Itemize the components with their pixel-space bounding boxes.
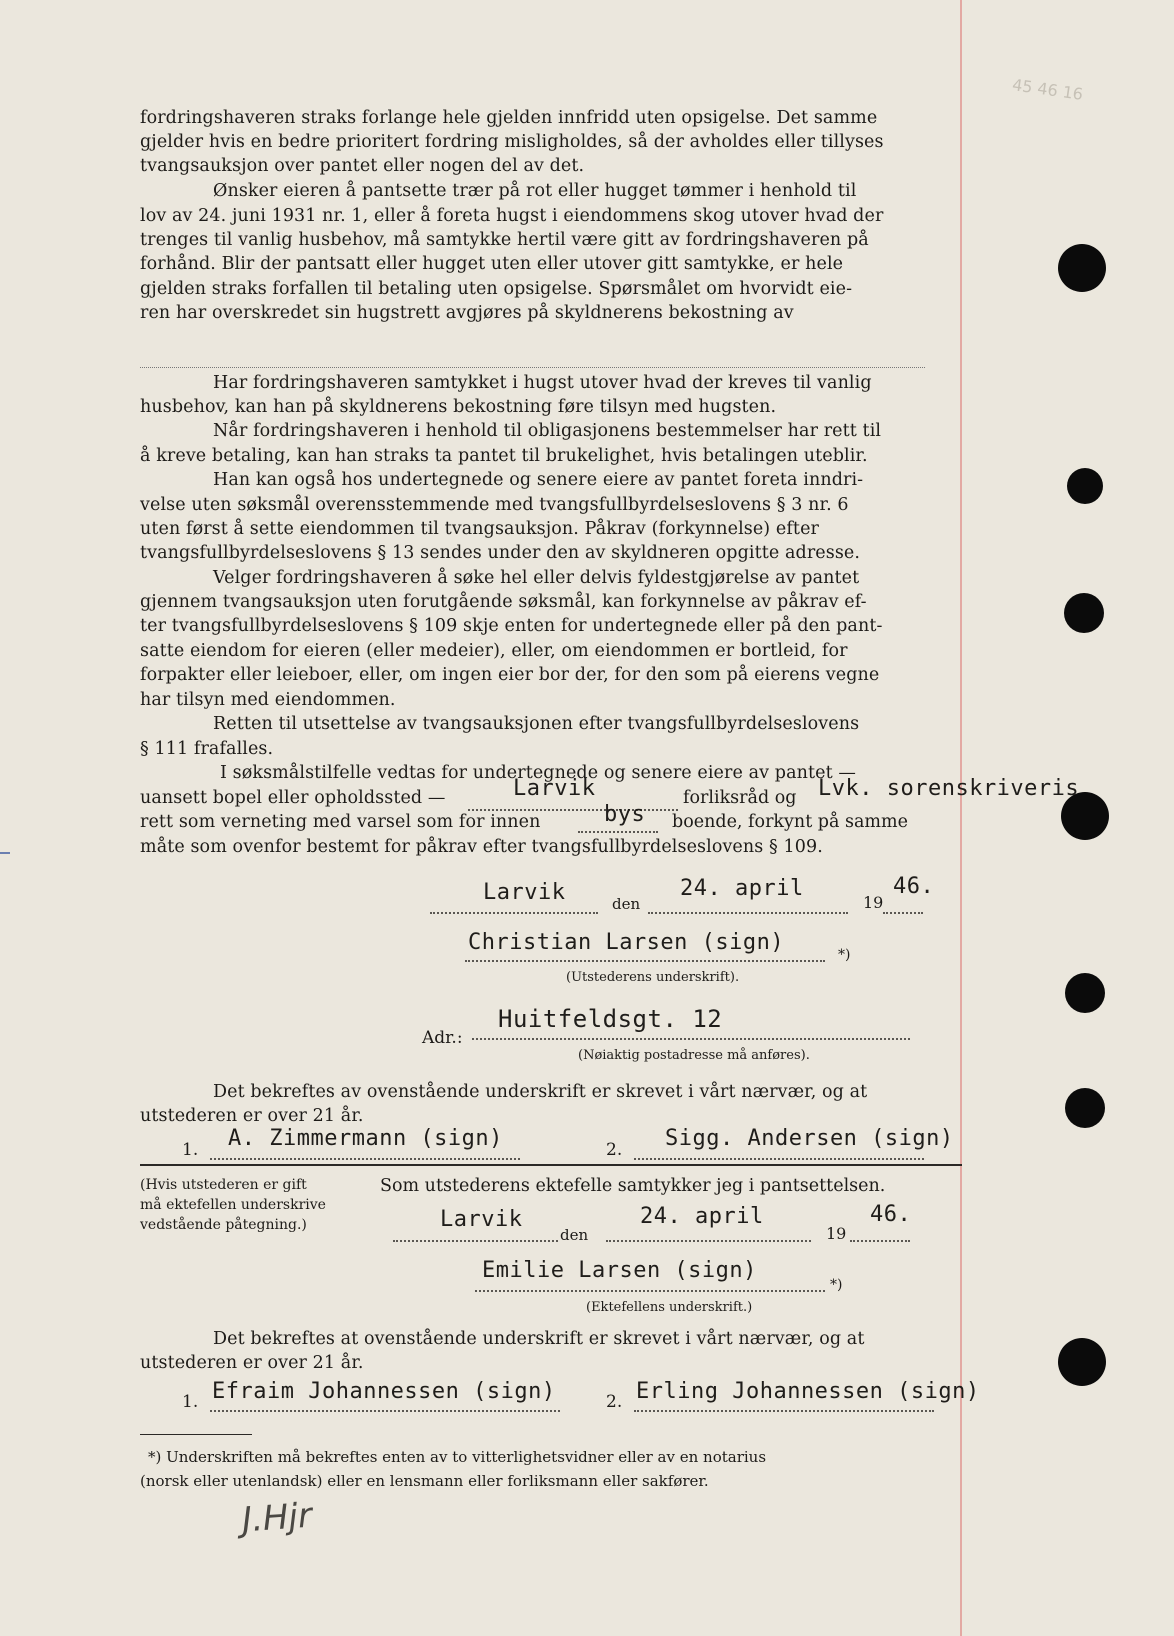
- consent-text: Som utstederens ektefelle samtykker jeg i pantsettelsen.: [380, 1176, 886, 1196]
- signature-line: [465, 960, 825, 962]
- text-line: uansett bopel eller opholdssted —: [140, 788, 446, 808]
- signature-line: [634, 1158, 924, 1160]
- address-label: Adr.:: [422, 1028, 463, 1048]
- caption: (Nøiaktig postadresse må anføres).: [578, 1048, 810, 1063]
- typed-place: Larvik: [513, 776, 596, 801]
- punch-hole-icon: [1067, 468, 1103, 504]
- witness-signature: A. Zimmermann (sign): [228, 1126, 503, 1151]
- spouse-note: (Hvis utstederen er gift må ektefellen underskrive vedstående påtegning.): [140, 1177, 326, 1233]
- text-line: ter tvangsfullbyrdelseslovens § 109 skje enten for undertegnede eller på den pant-: [140, 616, 883, 636]
- spouse-place: Larvik: [440, 1207, 523, 1232]
- footnote-text: (norsk eller utenlandsk) eller en lensmann eller forliksmann eller sakfører.: [140, 1472, 709, 1490]
- text-line: Velger fordringshaveren å søke hel eller delvis fyldestgjørelse av pantet: [213, 568, 860, 588]
- fill-in-line: [472, 1038, 910, 1040]
- text-line: rett som verneting med varsel som for innen: [140, 812, 541, 832]
- punch-hole-icon: [1065, 1088, 1105, 1128]
- text-line: forpakter eller leieboer, eller, om ingen eier bor der, for den som på eierens vegne: [140, 665, 880, 685]
- typed-court: Lvk. sorenskriveris: [818, 776, 1080, 801]
- fill-in-line: [883, 912, 923, 914]
- text-line: Han kan også hos undertegnede og senere eiere av pantet foreta inndri-: [213, 470, 864, 490]
- text-line: gjelden straks forfallen til betaling uten opsigelse. Spørsmålet om hvorvidt eie-: [140, 279, 853, 299]
- signature-line: [210, 1410, 560, 1412]
- text-line: gjelder hvis en bedre prioritert fordring misligholdes, så der avholdes eller tillyses: [140, 132, 884, 152]
- text-line: forhånd. Blir der pantsatt eller hugget uten eller utover gitt samtykke, er hele: [140, 254, 844, 274]
- year-prefix: 19: [826, 1224, 847, 1243]
- sign-date: 24. april: [680, 876, 804, 901]
- signature-line: [475, 1290, 825, 1292]
- text-line: utstederen er over 21 år.: [140, 1353, 364, 1373]
- text-line: ren har overskredet sin hugstrett avgjøres på skyldnerens bekostning av: [140, 303, 794, 323]
- text-line: tvangsauksjon over pantet eller nogen del av det.: [140, 156, 585, 176]
- footnote-star: *): [838, 947, 851, 963]
- punch-hole-icon: [1058, 1338, 1106, 1386]
- text-line: har tilsyn med eiendommen.: [140, 690, 396, 710]
- spouse-date: 24. april: [640, 1204, 764, 1229]
- den-label: den: [560, 1226, 589, 1244]
- signature-line: [210, 1158, 520, 1160]
- text-line: Retten til utsettelse av tvangsauksjonen efter tvangsfullbyrdelseslovens: [213, 714, 860, 734]
- fill-in-line: [606, 1240, 811, 1242]
- sign-year: 46.: [893, 874, 935, 899]
- text-line: uten først å sette eiendommen til tvangsauksjon. Påkrav (forkynnelse) efter: [140, 519, 819, 539]
- fill-in-line: [468, 809, 678, 811]
- punch-hole-icon: [1058, 244, 1106, 292]
- fill-in-line: [648, 912, 848, 914]
- handwritten-initials: J.Hjr: [240, 1495, 314, 1541]
- pencil-note: 45 46 16: [1011, 75, 1085, 104]
- text-line: husbehov, kan han på skyldnerens bekostning føre tilsyn med hugsten.: [140, 397, 777, 417]
- spouse-signature: Emilie Larsen (sign): [482, 1258, 757, 1283]
- signature-line: [634, 1410, 934, 1412]
- issuer-signature: Christian Larsen (sign): [468, 930, 785, 955]
- punch-hole-icon: [1065, 973, 1105, 1013]
- witness-number: 1.: [182, 1140, 199, 1160]
- text-line: å kreve betaling, kan han straks ta pantet til brukelighet, hvis betalingen uteblir.: [140, 446, 868, 466]
- left-edge-mark: [0, 852, 10, 854]
- punch-hole-icon: [1064, 593, 1104, 633]
- text-line: § 111 frafalles.: [140, 739, 274, 759]
- typed-bys: bys: [604, 802, 646, 827]
- text-line: tvangsfullbyrdelseslovens § 13 sendes under den av skyldneren opgitte adresse.: [140, 543, 861, 563]
- witness-signature: Efraim Johannessen (sign): [212, 1379, 556, 1404]
- text-line: måte som ovenfor bestemt for påkrav efter tvangsfullbyrdelseslovens § 109.: [140, 837, 823, 857]
- text-line: fordringshaveren straks forlange hele gjelden innfridd uten opsigelse. Det samme: [140, 108, 878, 128]
- fill-in-line: [393, 1240, 558, 1242]
- witness-number: 2.: [606, 1140, 623, 1160]
- witness-signature: Erling Johannessen (sign): [636, 1379, 980, 1404]
- witness-number: 2.: [606, 1392, 623, 1412]
- text-line: forliksråd og: [683, 788, 797, 808]
- text-line: utstederen er over 21 år.: [140, 1106, 364, 1126]
- fill-in-line: [430, 912, 598, 914]
- text-line: Det bekreftes av ovenstående underskrift er skrevet i vårt nærvær, og at: [213, 1082, 868, 1102]
- text-line: gjennem tvangsauksjon uten forutgående søksmål, kan forkynnelse av påkrav ef-: [140, 592, 867, 612]
- caption: (Utstederens underskrift).: [566, 970, 740, 985]
- section-divider: [140, 1164, 962, 1166]
- year-prefix: 19: [863, 893, 884, 912]
- text-line: Ønsker eieren å pantsette trær på rot eller hugget tømmer i henhold til: [213, 181, 857, 201]
- text-line: boende, forkynt på samme: [672, 812, 908, 832]
- text-line: velse uten søksmål overensstemmende med tvangsfullbyrdelseslovens § 3 nr. 6: [140, 495, 849, 515]
- footnote-rule: [140, 1434, 252, 1435]
- text-line: Det bekreftes at ovenstående underskrift er skrevet i vårt nærvær, og at: [213, 1329, 865, 1349]
- text-line: Når fordringshaveren i henhold til obligasjonens bestemmelser har rett til: [213, 421, 882, 441]
- fill-in-line: [578, 831, 658, 833]
- text-line: I søksmålstilfelle vedtas for undertegnede og senere eiere av pantet —: [220, 763, 856, 783]
- caption: (Ektefellens underskrift.): [586, 1300, 753, 1315]
- address-value: Huitfeldsgt. 12: [498, 1005, 723, 1033]
- text-line: Har fordringshaveren samtykket i hugst utover hvad der kreves til vanlig: [213, 373, 872, 393]
- witness-number: 1.: [182, 1392, 199, 1412]
- text-line: trenges til vanlig husbehov, må samtykke hertil være gitt av fordringshaveren på: [140, 230, 869, 250]
- footnote-star: *): [830, 1277, 843, 1293]
- den-label: den: [612, 895, 641, 913]
- sign-place: Larvik: [483, 880, 566, 905]
- fill-in-line: [850, 1240, 910, 1242]
- dotted-separator: [140, 367, 925, 368]
- text-line: satte eiendom for eieren (eller medeier), eller, om eiendommen er bortleid, for: [140, 641, 848, 661]
- text-line: lov av 24. juni 1931 nr. 1, eller å foreta hugst i eiendommens skog utover hvad der: [140, 206, 884, 226]
- spouse-year: 46.: [870, 1202, 912, 1227]
- footnote-text: *) Underskriften må bekreftes enten av to vitterlighetsvidner eller av en notarius: [148, 1448, 767, 1466]
- witness-signature: Sigg. Andersen (sign): [665, 1126, 954, 1151]
